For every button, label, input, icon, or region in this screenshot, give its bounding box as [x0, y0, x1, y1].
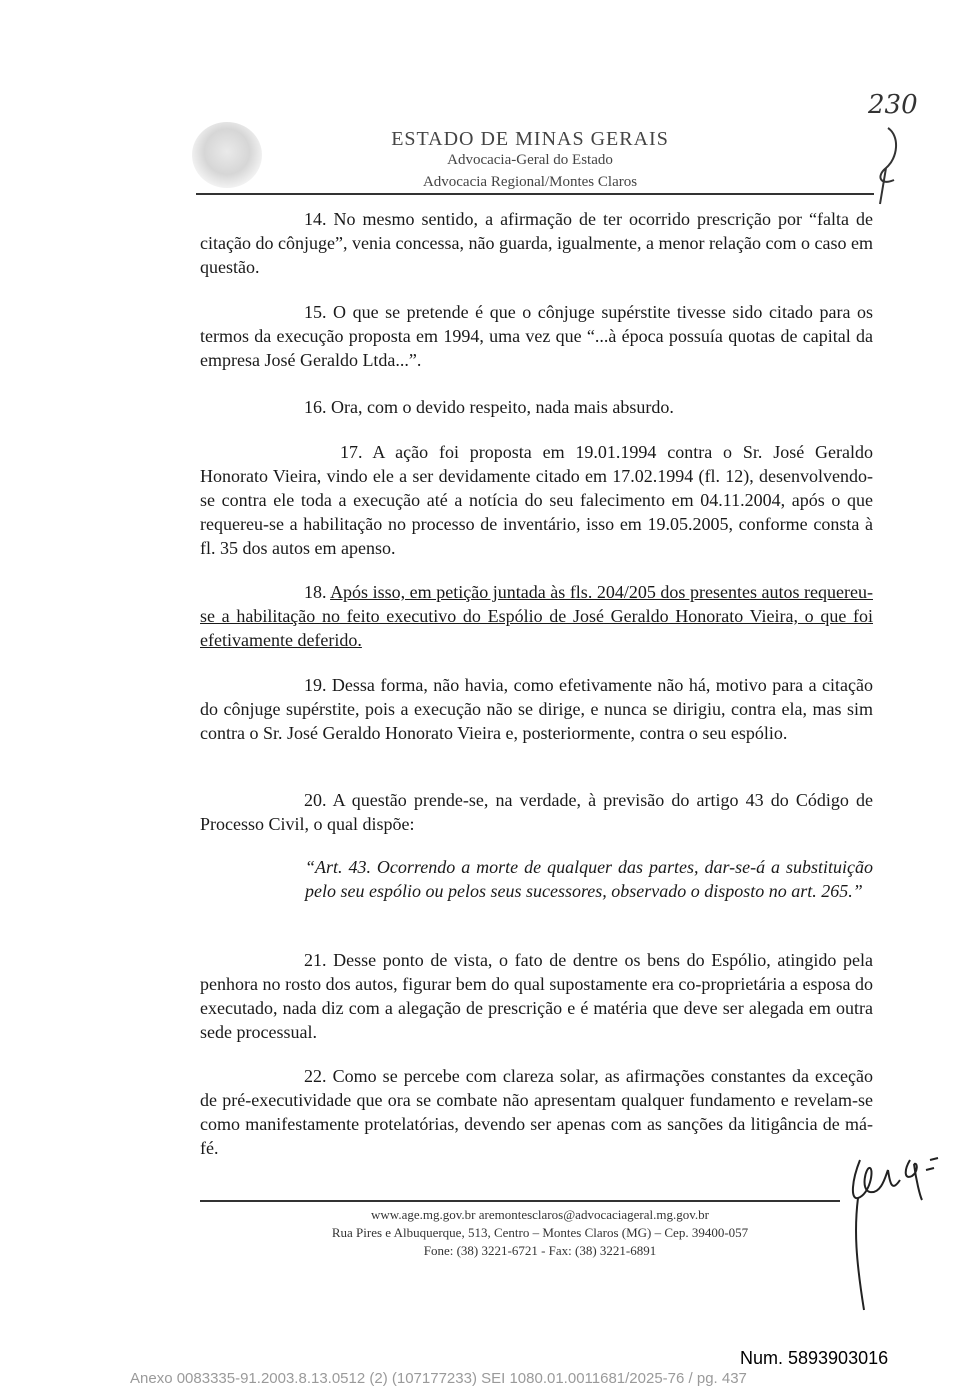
- paragraph-19: 19. Dessa forma, não havia, como efetivamente não há, motivo para a citação do cônjuge supérstite, pois a execução não se dirige, e nunca se dirigiu, contra ela, mas sim contra o Sr. José Geraldo Honorato Vieira e, posteriormente, contra o seu espólio.: [200, 675, 873, 743]
- footer-phone-fax: Fone: (38) 3221-6721 - Fax: (38) 3221-6891: [423, 1243, 657, 1258]
- paragraph-18: [200, 580, 873, 652]
- paragraph-15: 15. O que se pretende é que o cônjuge supérstite tivesse sido citado para os termos da execução proposta em 1994, uma vez que “...à época possuía quotas de capital da empresa José Geraldo Ltda...”.: [200, 302, 873, 370]
- paragraph-16: 16. Ora, com o devido respeito, nada mais absurdo.: [304, 397, 674, 417]
- initials-mark-icon: [868, 118, 908, 208]
- header-title: ESTADO DE MINAS GERAIS: [391, 128, 669, 150]
- annex-reference: Anexo 0083335-91.2003.8.13.0512 (2) (107177233) SEI 1080.01.0011681/2025-76 / pg. 437: [130, 1370, 747, 1387]
- footer-divider: [200, 1200, 840, 1202]
- paragraph-21: 21. Desse ponto de vista, o fato de dentre os bens do Espólio, atingido pela penhora no rosto dos autos, figurar bem do qual supostamente era co-proprietária a esposa do executado, nada diz com a alegação de prescrição e é matéria que deve ser alegada em outra sede processual.: [200, 950, 873, 1042]
- paragraph-18-number: 18.: [304, 582, 327, 602]
- footer-address: Rua Pires e Albuquerque, 513, Centro – Montes Claros (MG) – Cep. 39400-057: [331, 1225, 749, 1240]
- legal-quote-art-43: “Art. 43. Ocorrendo a morte de qualquer das partes, dar-se-á a substituição pelo seu espólio ou pelos seus sucessores, observado o disposto no art. 265.”: [305, 857, 873, 901]
- state-seal-logo: [192, 122, 262, 188]
- paragraph-20: 20. A questão prende-se, na verdade, à previsão do artigo 43 do Código de Processo Civil, o qual dispõe:: [200, 790, 873, 834]
- document-number: Num. 5893903016: [740, 1348, 889, 1368]
- paragraph-17: 17. A ação foi proposta em 19.01.1994 contra o Sr. José Geraldo Honorato Vieira, vindo ele a ser devidamente citado em 17.02.1994 (fl. 12), desenvolvendo-se contra ele toda a execução até a notícia do seu falecimento em 04.11.2004, após o que requereu-se a habilitação no processo de inventário, isso em 19.05.2005, conforme consta à fl. 35 dos autos em apenso.: [200, 442, 873, 558]
- handwritten-page-number: 230: [868, 90, 918, 120]
- header-divider: [196, 193, 874, 195]
- footer-contact-web-email: www.age.mg.gov.br aremontesclaros@advocaciageral.mg.gov.br: [371, 1207, 709, 1222]
- header-subtitle: Advocacia-Geral do Estado: [447, 152, 613, 168]
- paragraph-18-underlined: Após isso, em petição juntada às fls. 204/205 dos presentes autos requereu-se a habilitação no feito executivo do Espólio de José Geraldo Honorato Vieira, o que foi efetivamente deferido.: [200, 582, 873, 650]
- handwritten-signature-icon: [830, 1140, 950, 1320]
- header-subtitle-regional: Advocacia Regional/Montes Claros: [422, 174, 638, 190]
- paragraph-14: 14. No mesmo sentido, a afirmação de ter ocorrido prescrição por “falta de citação do cônjuge”, venia concessa, não guarda, igualmente, a menor relação com o caso em questão.: [200, 209, 873, 277]
- paragraph-22: 22. Como se percebe com clareza solar, as afirmações constantes da exceção de pré-executividade que ora se combate não apresentam qualquer fundamento e revelam-se como manifestamente protelatórias, devendo ser apenas com as sanções da litigância de má-fé.: [200, 1066, 873, 1158]
